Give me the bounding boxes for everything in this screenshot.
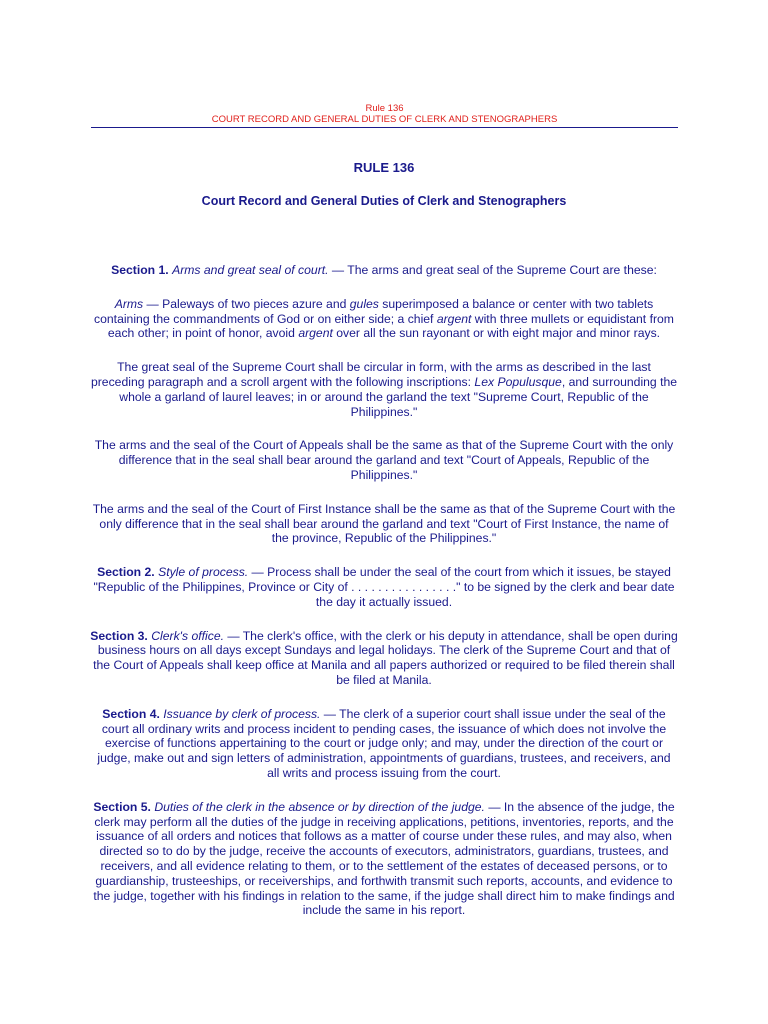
paragraph-text: with three mullets or equidistant from each other; in point of honor, avoid xyxy=(107,311,674,341)
italic-term: gules xyxy=(349,296,379,311)
section-title: Clerk's office. xyxy=(151,628,224,643)
running-header xyxy=(91,103,678,128)
section-title: Arms and great seal of court. xyxy=(172,263,329,277)
italic-term: Arms xyxy=(114,296,144,311)
court-first-instance-paragraph: The arms and the seal of the Court of First Instance shall be the same as that of the Supreme Court with the only difference that in the seal shall bear around the garland and text "Court of First Instance, the name of the province, Republic of the Philippines." xyxy=(92,501,676,546)
document-body xyxy=(90,263,678,937)
section-2 xyxy=(90,565,678,609)
section-4 xyxy=(90,707,678,781)
page-title: RULE 136 xyxy=(353,160,415,175)
paragraph-text: — Paleways of two pieces azure and xyxy=(143,296,350,311)
section-text: — The clerk of a superior court shall issue under the seal of the court all ordinary writs and process incident to pending cases, the issuance of which does not involve the exercise of functions appertaining to the court or judge only; and may, under the direction of the court or judge, make out and sign letters of administration, appointments of guardians, trustees, and receivers, and all writs and process issuing from the court. xyxy=(97,706,671,780)
running-header-rule: Rule 136 xyxy=(365,103,404,114)
arms-paragraph xyxy=(90,297,678,341)
section-title: Duties of the clerk in the absence or by direction of the judge. xyxy=(154,799,485,814)
great-seal-paragraph xyxy=(90,360,678,419)
section-text: — Process shall be under the seal of the court from which it issues, be stayed "Republic of the Philippines, Province or City of . . . . . . . . . . . . . . . ." to be signed by the clerk and bear date the day it actually issued. xyxy=(93,565,675,609)
section-number: Section 3. xyxy=(90,628,148,643)
section-title: Issuance by clerk of process. xyxy=(163,706,321,721)
section-number: Section 2. xyxy=(97,565,155,580)
paragraph-text: over all the sun rayonant or with eight major and minor rays. xyxy=(332,326,661,341)
page-subtitle: Court Record and General Duties of Clerk and Stenographers xyxy=(201,194,567,208)
section-text: — The arms and great seal of the Supreme Court are these: xyxy=(328,263,657,277)
running-header-title: COURT RECORD AND GENERAL DUTIES OF CLERK AND STENOGRAPHERS xyxy=(211,114,558,125)
paragraph-text: , and surrounding the whole a garland of laurel leaves; in or around the garland the text "Supreme Court, Republic of the Philippines." xyxy=(119,374,678,419)
italic-term: Lex Populusque xyxy=(474,374,562,389)
section-text: — In the absence of the judge, the clerk may perform all the duties of the judge in receiving applications, petitions, inventories, reports, and the issuance of all orders and notices that follows as a matter of course under these rules, and may also, when directed so to do by the judge, receive the accounts of executors, administrators, guardians, trustees, and receivers, and all evidence relating to them, or to the settlement of the estates of deceased persons, or to guardianship, trusteeships, or receiverships, and forthwith transmit such reports, accounts, and evidence to the judge, together with his findings in relation to the same, if the judge shall direct him to make findings and include the same in his report. xyxy=(93,799,675,918)
section-title: Style of process. xyxy=(158,565,249,580)
section-1 xyxy=(90,263,678,278)
section-3 xyxy=(90,629,678,688)
section-number: Section 5. xyxy=(93,799,151,814)
italic-term: argent xyxy=(298,326,333,341)
section-text: — The clerk's office, with the clerk or his deputy in attendance, shall be open during business hours on all days except Sundays and legal holidays. The clerk of the Supreme Court and that of the Court of Appeals shall keep office at Manila and all papers authorized or required to be filed therein shall be filed at Manila. xyxy=(93,628,678,687)
section-number: Section 1. xyxy=(111,263,169,277)
italic-term: argent xyxy=(436,311,472,326)
section-number: Section 4. xyxy=(102,706,160,721)
section-5 xyxy=(90,800,678,918)
paragraph-text: The great seal of the Supreme Court shall be circular in form, with the arms as described in the last preceding paragraph and a scroll argent with the following inscriptions: xyxy=(90,360,651,389)
court-of-appeals-paragraph: The arms and the seal of the Court of Appeals shall be the same as that of the Supreme Court with the only difference that in the seal shall bear around the garland and text "Court of Appeals, Republic of the Philippines." xyxy=(94,438,674,482)
paragraph-text: superimposed a balance or center with two tablets containing the commandments of God or on either side; a chief xyxy=(94,296,654,326)
